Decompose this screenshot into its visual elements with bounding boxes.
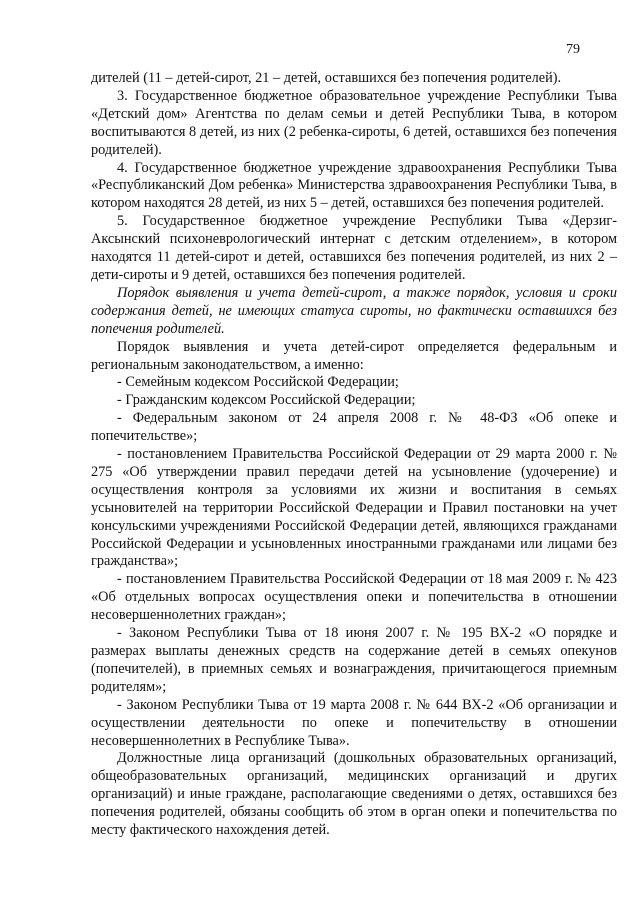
paragraph-institution-3: 3. Государственное бюджетное образовательное учреждение Республики Тыва «Детский дом» Агентства по делам семьи и детей Республики Тыва, в котором воспитываются 8 детей, из них (2 ребенка-сироты, 6 детей, оставшихся без попечения родителей). — [91, 87, 617, 158]
paragraph-law-tyva-195: - Законом Республики Тыва от 18 июня 2007 г. № 195 ВХ-2 «О порядке и размерах выплаты денежных средств на содержание детей в семьях опекунов (попечителей), в приемных семьях и вознаграждения, причитающегося приемным родителям»; — [91, 625, 617, 695]
paragraph-intro-continuation: дителей (11 – детей-сирот, 21 – детей, оставшихся без попечения родителей). — [91, 70, 562, 86]
paragraph-law-civil-code: - Гражданским кодексом Российской Федерации; — [117, 392, 416, 409]
paragraph-officials-duty: Должностные лица организаций (дошкольных образовательных организаций, общеобразовательных организаций, медицинских организаций и других организаций) и иные граждане, располагающие сведениями о детях, оставшихся без попечения родителей, обязаны сообщить об этом в орган опеки и попечительства по месту фактического нахождения детей. — [91, 750, 617, 839]
paragraph-institution-5: 5. Государственное бюджетное учреждение Республики Тыва «Дерзиг-Аксынский психоневрологический интернат с детским отделением», в котором находятся 11 детей-сирот и детей, оставшихся без попечения родителей, из них 2 – дети-сироты и 9 детей, оставшихся без попечения родителей. — [91, 213, 617, 283]
paragraph-resolution-275: - постановлением Правительства Российской Федерации от 29 марта 2000 г. № 275 «Об утверждении правил передачи детей на усыновление (удочерение) и осуществления контроля за условиями их жизни и воспитания в семьях усыновителей на территории Российской Федерации и Правил постановки на учет консульскими учреждениями Российской Федерации детей, являющихся гражданами Российской Федерации и усыновленных иностранными гражданами или лицами без гражданства»; — [91, 446, 617, 570]
paragraph-institution-4: 4. Государственное бюджетное учреждение здравоохранения Республики Тыва «Республиканский Дом ребенка» Министерства здравоохранения Республики Тыва, в котором находятся 28 детей, из них 5 – детей, оставшихся без попечения родителей. — [91, 159, 617, 212]
paragraph-resolution-423: - постановлением Правительства Российской Федерации от 18 мая 2009 г. № 423 «Об отдельных вопросах осуществления опеки и попечительства в отношении несовершеннолетних граждан»; — [91, 571, 617, 624]
paragraph-law-tyva-644: - Законом Республики Тыва от 19 марта 2008 г. № 644 ВХ-2 «Об организации и осуществлении деятельности по опеке и попечительству в отношении несовершеннолетних в Республике Тыва». — [91, 696, 617, 749]
paragraph-section-heading: Порядок выявления и учета детей-сирот, а также порядок, условия и сроки содержания детей, не имеющих статуса сироты, но фактически оставшихся без попечения родителей. — [91, 284, 617, 337]
paragraph-law-48-fz: - Федеральным законом от 24 апреля 2008 г. № 48-ФЗ «Об опеке и попечительстве»; — [91, 410, 617, 445]
page-number: 79 — [566, 42, 580, 57]
paragraph-procedure-intro: Порядок выявления и учета детей-сирот определяется федеральным и региональным законодательством, а именно: — [91, 338, 617, 373]
paragraph-law-family-code: - Семейным кодексом Российской Федерации; — [117, 374, 399, 391]
body-text — [91, 70, 617, 840]
